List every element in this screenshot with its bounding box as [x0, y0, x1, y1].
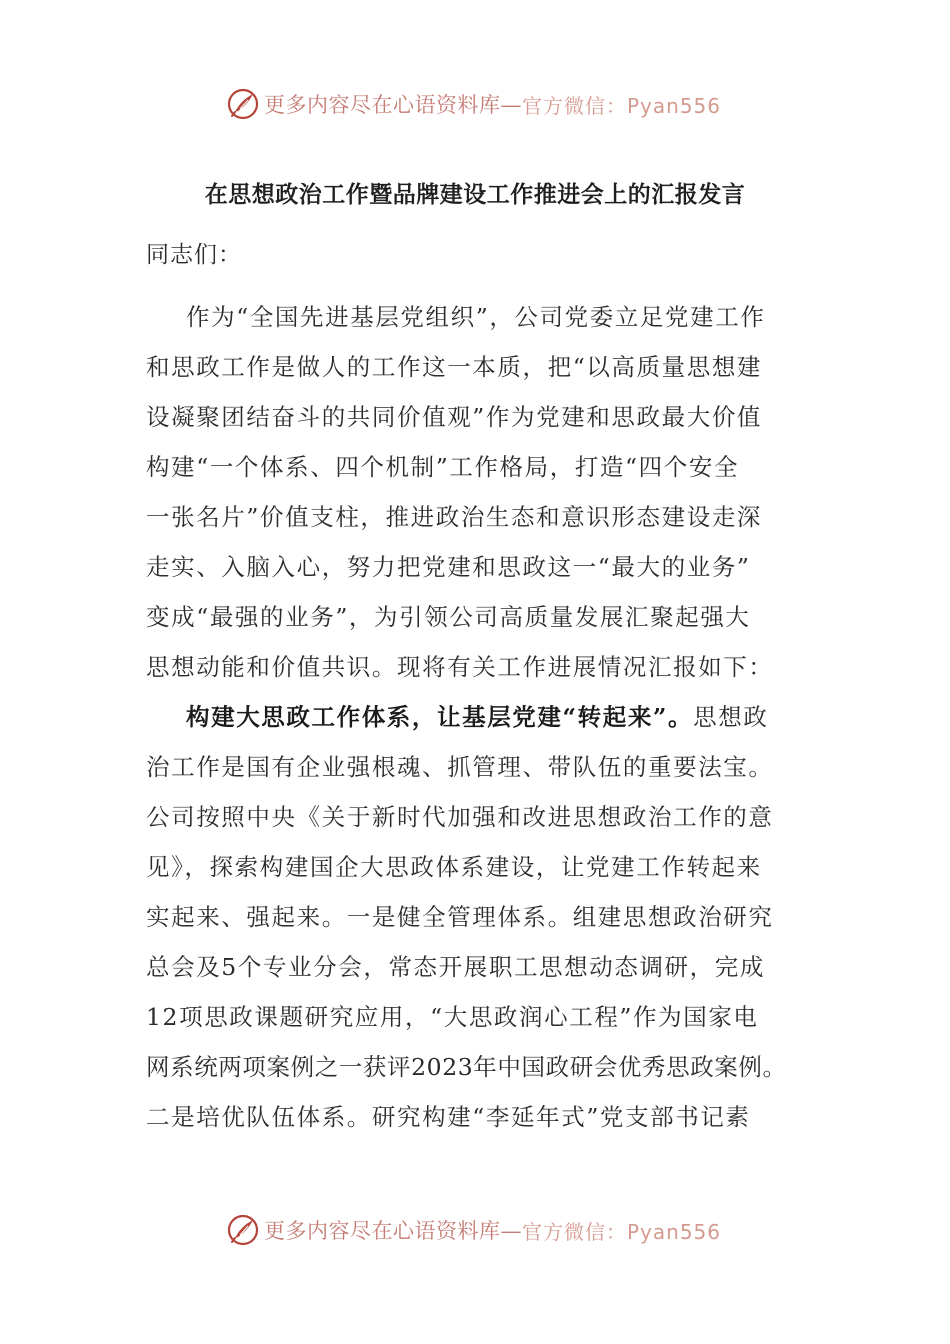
paragraph-line: 二是培优队伍体系。研究构建“李延年式”党支部书记素 — [146, 1103, 751, 1131]
watermark-lead-text: 更多内容尽在心语资料库— — [264, 93, 522, 117]
paragraph-line: 设凝聚团结奋斗的共同价值观”作为党建和思政最大价值 — [146, 403, 763, 431]
paragraph-line: 总会及5个专业分会，常态开展职工思想动态调研，完成 — [146, 953, 765, 981]
document-title: 在思想政治工作暨品牌建设工作推进会上的汇报发言 — [204, 181, 746, 208]
paragraph-line: 网系统两项案例之一获评2023年中国政研会优秀思政案例。 — [146, 1053, 787, 1081]
paragraph-line: 作为“全国先进基层党组织”，公司党委立足党建工作 — [186, 303, 766, 331]
paragraph-line: 治工作是国有企业强根魂、抓管理、带队伍的重要法宝。 — [146, 753, 774, 781]
watermark-lead-text: 更多内容尽在心语资料库— — [264, 1219, 522, 1243]
paragraph-line: 见》，探索构建国企大思政体系建设，让党建工作转起来 — [146, 853, 762, 881]
section-heading: 构建大思政工作体系，让基层党建“转起来”。 — [186, 703, 694, 731]
header-watermark — [226, 86, 721, 122]
salutation: 同志们： — [146, 242, 242, 268]
paragraph-line: 实起来、强起来。一是健全管理体系。组建思想政治研究 — [146, 903, 774, 931]
document-body — [146, 300, 822, 1150]
paragraph-line: 走实、入脑入心，努力把党建和思政这一“最大的业务” — [146, 553, 751, 581]
paragraph-line: 一张名片”价值支柱，推进政治生态和意识形态建设走深 — [146, 503, 763, 531]
paragraph-line: 12项思政课题研究应用，“大思政润心工程”作为国家电 — [146, 1003, 759, 1031]
section-heading-tail: 思想政 — [693, 703, 769, 731]
section-heading-line — [146, 700, 822, 750]
watermark-contact-text: 官方微信：Pyan556 — [522, 1219, 722, 1244]
paragraph-line: 思想动能和价值共识。现将有关工作进展情况汇报如下： — [146, 653, 774, 681]
paragraph-line: 公司按照中央《关于新时代加强和改进思想政治工作的意 — [146, 803, 774, 831]
footer-watermark — [226, 1212, 721, 1248]
quill-pen-logo-icon — [226, 87, 260, 121]
paragraph-line: 构建“一个体系、四个机制”工作格局，打造“四个安全 — [146, 453, 740, 481]
quill-pen-logo-icon — [226, 1213, 260, 1247]
paragraph-line: 和思政工作是做人的工作这一本质，把“以高质量思想建 — [146, 353, 763, 381]
watermark-contact-text: 官方微信：Pyan556 — [522, 93, 722, 118]
paragraph-line: 变成“最强的业务”，为引领公司高质量发展汇聚起强大 — [146, 603, 751, 631]
